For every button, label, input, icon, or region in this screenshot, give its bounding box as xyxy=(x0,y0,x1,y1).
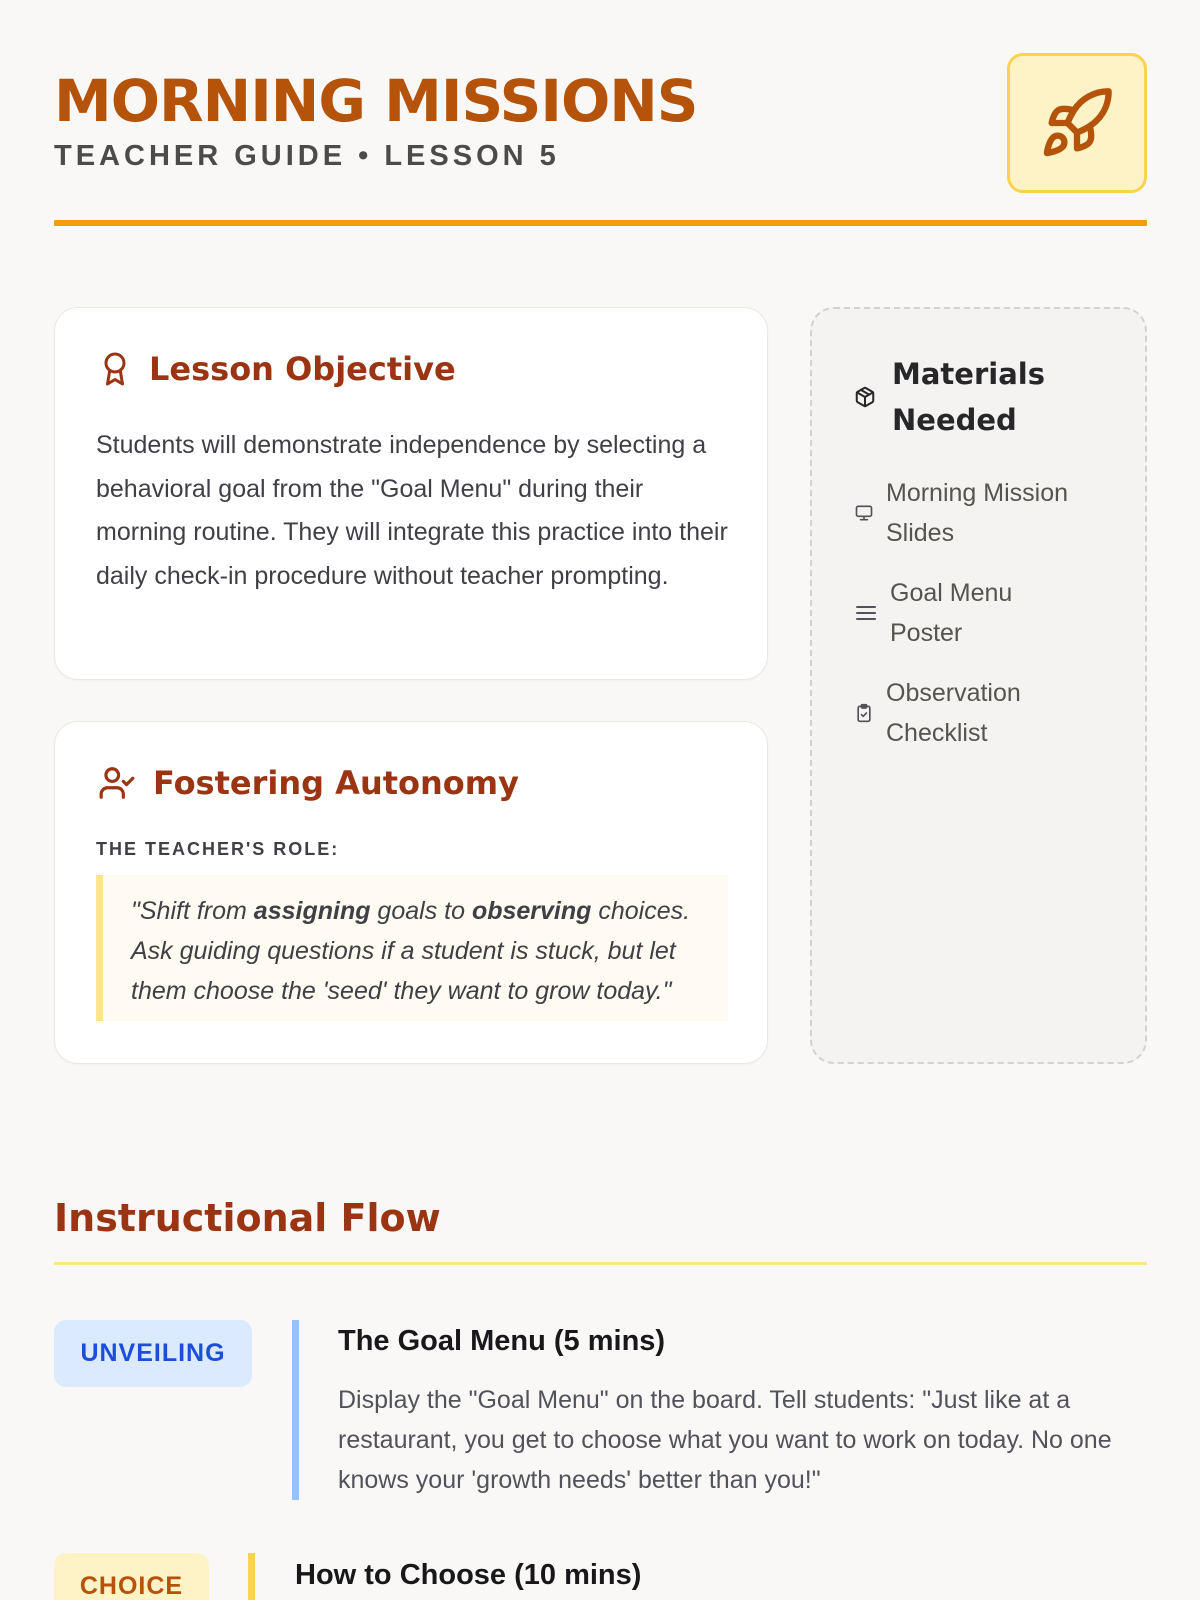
quote-text: goals to xyxy=(370,897,472,925)
menu-lines-icon xyxy=(854,601,878,625)
monitor-icon xyxy=(854,503,874,523)
lesson-objective-card xyxy=(54,307,768,680)
materials-panel xyxy=(810,307,1147,1064)
material-item xyxy=(854,673,1066,753)
step-accent-bar xyxy=(292,1320,299,1500)
step-title: The Goal Menu (5 mins) xyxy=(338,1325,666,1357)
step-accent-bar xyxy=(248,1553,255,1600)
flow-divider xyxy=(54,1262,1147,1265)
user-check-icon xyxy=(97,764,137,802)
award-icon xyxy=(97,350,133,388)
clipboard-check-icon xyxy=(854,702,874,724)
materials-heading xyxy=(854,351,1072,443)
teacher-role-quote xyxy=(96,875,728,1021)
quote-text: "Shift from xyxy=(131,897,254,925)
autonomy-heading xyxy=(97,764,519,802)
header-divider xyxy=(54,220,1147,226)
teacher-role-label: THE TEACHER'S ROLE: xyxy=(96,839,340,859)
material-label: Goal Menu Poster xyxy=(890,579,1013,647)
quote-text: choices. Ask guiding questions if a student is stuck, but let them choose the 'seed' they want to grow today." xyxy=(131,897,691,1005)
material-label: Morning Mission Slides xyxy=(886,479,1069,547)
quote-emphasis: observing xyxy=(471,897,592,925)
step-badge-unveiling: UNVEILING xyxy=(54,1320,252,1387)
page-subtitle: TEACHER GUIDE • LESSON 5 xyxy=(54,140,560,172)
material-item xyxy=(854,573,1040,653)
instructional-flow-title: Instructional Flow xyxy=(54,1196,441,1240)
step-description: Display the "Goal Menu" on the board. Tell students: "Just like at a restaurant, you get to choose what you want to work on today. No one knows your 'growth needs' better than you!" xyxy=(338,1386,1112,1494)
step-badge-choice: CHOICE xyxy=(54,1553,209,1600)
autonomy-title: Fostering Autonomy xyxy=(153,764,519,802)
objective-text: Students will demonstrate independence by selecting a behavioral goal from the "Goal Menu" during their morning routine. They will integrate this practice into their daily check-in procedure without teacher prompting. xyxy=(96,431,728,590)
rocket-icon xyxy=(1039,85,1115,161)
objective-title: Lesson Objective xyxy=(149,350,456,388)
page-header xyxy=(54,52,1147,228)
fostering-autonomy-card xyxy=(54,721,768,1064)
materials-title: Materials Needed xyxy=(892,357,1045,437)
page-title: MORNING MISSIONS xyxy=(54,67,698,135)
step-title: How to Choose (10 mins) xyxy=(295,1559,642,1591)
objective-heading xyxy=(97,350,456,388)
material-label: Observation Checklist xyxy=(886,679,1021,747)
package-icon xyxy=(854,386,876,408)
rocket-badge xyxy=(1007,53,1147,193)
material-item xyxy=(854,473,1096,553)
quote-emphasis: assigning xyxy=(253,897,371,925)
